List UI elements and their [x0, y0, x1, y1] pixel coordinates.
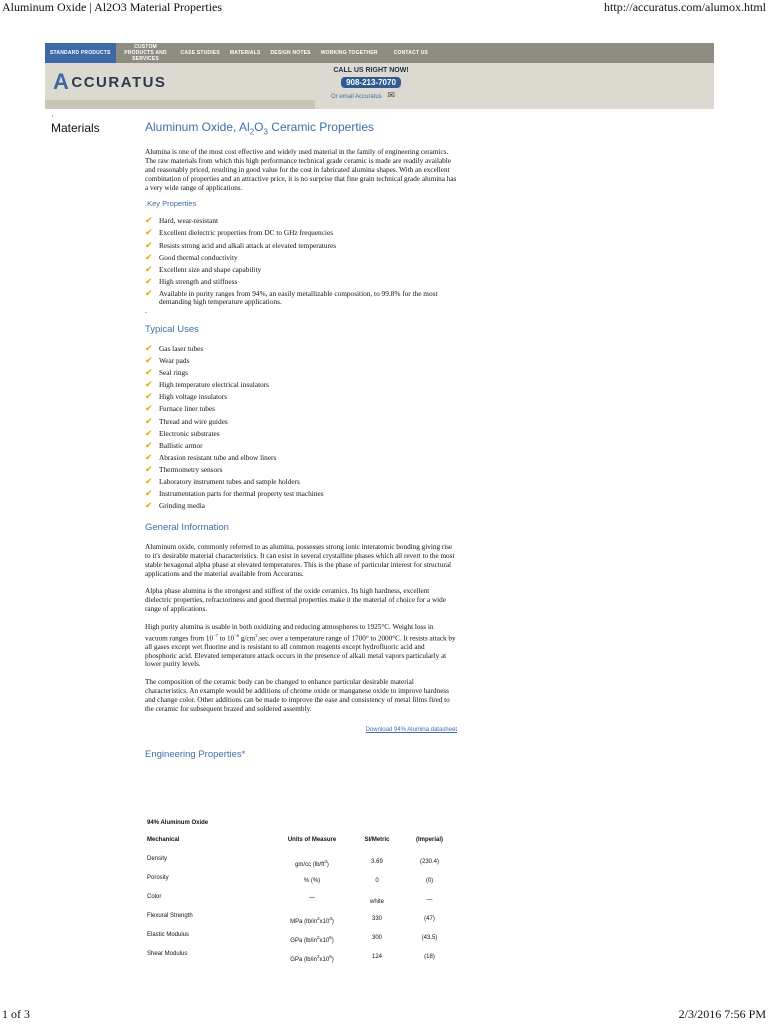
key-properties-list — [145, 215, 457, 308]
top-nav — [45, 43, 714, 63]
list-item: ✔ High strength and stiffness — [145, 276, 238, 287]
site-header — [45, 43, 714, 109]
list-item: ✔ Excellent dielectric properties from DC to GHz frequencies — [145, 228, 334, 239]
phone-number[interactable]: 908-213-7070 — [341, 77, 401, 88]
list-item: ✔ Thread and wire guides — [145, 416, 228, 427]
check-icon: ✔ — [145, 440, 153, 451]
table-caption: 94% Aluminum Oxide — [147, 820, 209, 826]
email-link[interactable] — [331, 90, 415, 101]
list-item: ✔ Grinding media — [145, 501, 206, 512]
table-row: Density gm/cc $(lb/ft^3)$ 3.69 (230.4) — [147, 856, 439, 868]
check-icon: ✔ — [145, 356, 153, 367]
check-icon: ✔ — [145, 452, 153, 463]
col-header-mechanical: Mechanical — [147, 837, 180, 843]
table-header-row — [147, 837, 457, 856]
nav-custom-products[interactable]: CUSTOM PRODUCTS AND SERVICES — [124, 44, 167, 62]
nav-working-together[interactable]: WORKING TOGETHER — [320, 50, 378, 56]
check-icon: ✔ — [145, 428, 153, 439]
check-icon: ✔ — [145, 252, 153, 263]
download-datasheet-link[interactable]: Download 94% Alumina datasheet — [365, 727, 457, 734]
table-row: Shear Modulus GPa $(lb/in^2x10^6)$ 124 (18) — [147, 951, 435, 963]
engineering-properties-heading: Engineering Properties* — [145, 749, 246, 761]
engineering-table-wrap — [147, 820, 457, 970]
key-properties-heading: .Key Properties — [145, 199, 197, 209]
sidebar-title[interactable]: Materials — [51, 121, 100, 135]
list-item: ✔ Available in purity ranges from 94%, an easily metallizable composition, to 99.8% for the most demanding high temperature applications. — [145, 288, 438, 307]
print-header — [0, 0, 768, 18]
list-item: ✔ Laboratory instrument tubes and sample holders — [145, 476, 300, 487]
list-item: ✔ Wear pads — [145, 356, 190, 367]
engineering-table — [147, 837, 457, 970]
list-item: ✔ Resists strong acid and alkali attack at elevated temperatures — [145, 240, 337, 251]
list-item: ✔ Abrasion resistant tube and elbow liners — [145, 452, 277, 463]
list-item: ✔ Ballistic armor — [145, 440, 203, 451]
logo-band — [45, 100, 315, 109]
list-item: ✔ Thermometry sensors — [145, 464, 223, 475]
table-row: Porosity % (%) 0 (0) — [147, 875, 434, 884]
list-item: ✔ Hard, wear-resistant — [145, 216, 219, 227]
intro-paragraph: Alumina is one of the most cost effective and widely used material in the family of engineering ceramics. The raw materials from which this high performance technical grade ceramic is made are readily available and reasonably priced, resulting in good value for the cost in fabricated alumina shapes. With an excellent combination of properties and an attractive price, it is no surprise that fine grain technical grade alumina has a very wide range of applications. — [145, 148, 457, 192]
call-label: CALL US RIGHT NOW! — [333, 67, 409, 74]
print-page-number: 1 of 3 — [2, 1007, 30, 1021]
list-item: ✔ Furnace liner tubes — [145, 404, 215, 415]
general-paragraph-4: The composition of the ceramic body can be changed to enhance particular desirable material characteristics. An example would be additions of chrome oxide or manganese oxide to improve hardness and change color. Other additions can be made to improve the ease and consistency of metal films fired to the ceramic for subsequent brazed and soldered assembly. — [145, 678, 450, 713]
check-icon: ✔ — [145, 276, 153, 287]
general-paragraph-3: High purity alumina is usable in both oxidizing and reducing atmospheres to 1925°C. Weight loss in vacuum ranges from $10^{-7}$ to $10^{-6}$ $g/cm^2.\sec$ over a temperature range of 1700° to 2000°C. It resists attack by all gases except wet fluorine and is resistant to all common reagents except hydrofluoric acid and phosphoric acid. Elevated temperature attack occurs in the presence of alkali metal vapors particularly at lower purity levels. — [145, 622, 456, 669]
list-item: ✔ Electronic substrates — [145, 428, 220, 439]
page-title: Aluminum Oxide, $Al_2O_3$ Ceramic Properties — [145, 120, 374, 137]
logo-text: CCURATUS — [71, 73, 167, 91]
list-item: ✔ Excellent size and shape capability — [145, 264, 262, 275]
check-icon: ✔ — [145, 288, 153, 299]
general-info-heading: General Information — [145, 522, 229, 534]
check-icon: ✔ — [145, 228, 153, 239]
check-icon: ✔ — [145, 380, 153, 391]
check-icon: ✔ — [145, 240, 153, 251]
envelope-icon: ✉ — [387, 90, 395, 100]
nav-case-studies[interactable]: CASE STUDIES — [180, 50, 220, 56]
col-header-units: Units of Measure — [287, 837, 337, 843]
call-box — [327, 67, 415, 101]
print-datetime: 2/3/2016 7:56 PM — [678, 1007, 766, 1021]
check-icon: ✔ — [145, 416, 153, 427]
general-paragraph-1: Aluminum oxide, commonly referred to as alumina, possesses strong ionic interatomic bonding giving rise to it's desirable material characteristics. It can exist in several crystalline phases which all revert to the most stable hexagonal alpha phase at elevated temperatures. This is the phase of particular interest for structural applications and the material available from Accuratus. — [145, 543, 455, 578]
table-row: Elastic Modulus GPa $(lb/in^2x10^6)$ 300 (43.5) — [147, 932, 438, 944]
print-footer — [0, 1006, 768, 1024]
print-page-title: Aluminum Oxide | Al2O3 Material Properties — [2, 0, 223, 14]
check-icon: ✔ — [145, 392, 153, 403]
check-icon: ✔ — [145, 489, 153, 500]
check-icon: ✔ — [145, 216, 153, 227]
nav-design-notes[interactable]: DESIGN NOTES — [270, 50, 311, 56]
typical-uses-heading: Typical Uses — [145, 323, 199, 335]
email-label: Or email Accuratus — [331, 94, 382, 100]
list-item: ✔ Instrumentation parts for thermal property test machines — [145, 489, 324, 500]
table-row: Flexural Strength MPa $(lb/in^2x10^3)$ 330 (47) — [147, 913, 435, 925]
nav-materials[interactable]: MATERIALS — [229, 50, 261, 56]
check-icon: ✔ — [145, 264, 153, 275]
sidebar-bullet: , — [52, 112, 54, 118]
check-icon: ✔ — [145, 501, 153, 512]
accuratus-logo[interactable] — [53, 69, 166, 95]
col-header-si: SI/Metric — [364, 837, 390, 843]
general-paragraph-2: Alpha phase alumina is the strongest and stiffest of the oxide ceramics. Its high hardness, excellent dielectric properties, refractoriness and good thermal properties make it the material of choice for a wide range of applications. — [145, 587, 446, 614]
list-item: ✔ High voltage insulators — [145, 392, 228, 403]
col-header-imperial: (Imperial) — [415, 837, 443, 843]
check-icon: ✔ — [145, 343, 153, 354]
check-icon: ✔ — [145, 368, 153, 379]
check-icon: ✔ — [145, 476, 153, 487]
nav-standard-products[interactable]: STANDARD PRODUCTS — [45, 43, 116, 63]
list-end-mark: . — [145, 306, 147, 315]
table-row: Color — white — — [147, 894, 433, 905]
list-item: ✔ Seal rings — [145, 368, 188, 379]
logo-initial: A — [53, 69, 71, 94]
main-content — [145, 120, 457, 760]
list-item: ✔ High temperature electrical insulators — [145, 380, 270, 391]
print-page-url: http://accuratus.com/alumox.html — [604, 0, 766, 14]
list-item: ✔ Gas laser tubes — [145, 343, 204, 354]
nav-contact-us[interactable]: CONTACT US — [393, 50, 429, 56]
check-icon: ✔ — [145, 404, 153, 415]
typical-uses-list — [145, 343, 457, 512]
list-item: ✔ Good thermal conductivity — [145, 252, 238, 263]
check-icon: ✔ — [145, 464, 153, 475]
